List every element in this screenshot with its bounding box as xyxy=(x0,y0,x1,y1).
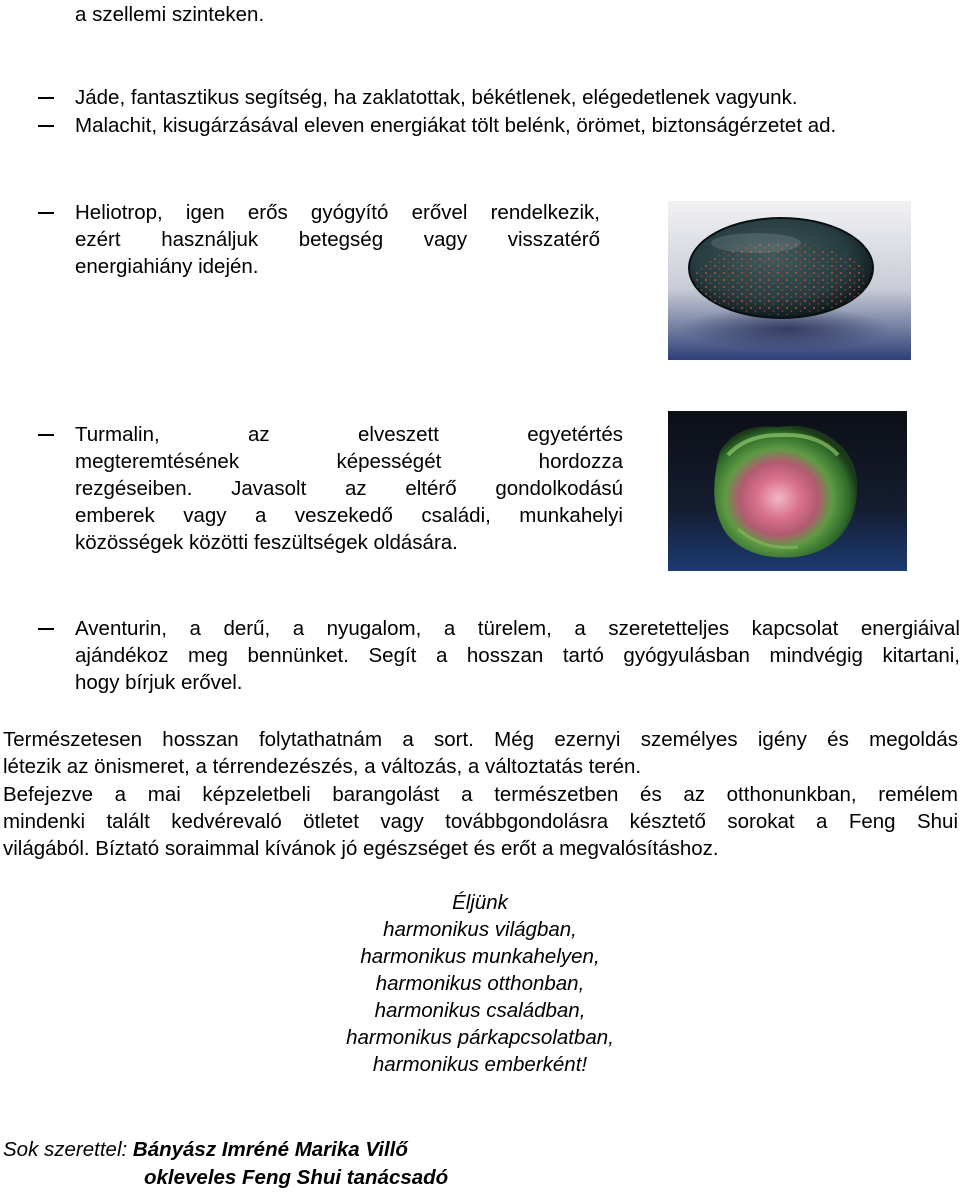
bullet-dash xyxy=(38,125,54,127)
bullet-dash xyxy=(38,628,54,630)
signature-title-text: okleveles Feng Shui tanácsadó xyxy=(144,1166,449,1189)
turmalin-stone-image xyxy=(668,411,907,571)
signature-prefix: Sok szerettel: xyxy=(3,1138,133,1161)
stone-item-heliotrop xyxy=(75,199,600,280)
poem-line: harmonikus munkahelyen, xyxy=(360,945,600,968)
text-line: Heliotrop, igen erős gyógyító erővel rendelkezik, xyxy=(75,201,600,224)
text-line: Természetesen hosszan folytathatnám a sort. Még ezernyi személyes igény és megoldás xyxy=(3,728,958,751)
bullet-dash xyxy=(38,97,54,99)
poem-line: harmonikus otthonban, xyxy=(375,972,585,995)
signature-title xyxy=(144,1164,448,1191)
text-line: megteremtésének képességét hordozza xyxy=(75,450,623,473)
text-line: hogy bírjuk erővel. xyxy=(75,671,243,694)
text-line: Aventurin, a derű, a nyugalom, a türelem, a szeretetteljes kapcsolat energiáival xyxy=(75,617,960,640)
text-line: emberek vagy a veszekedő családi, munkahelyi xyxy=(75,504,623,527)
text-line: közösségek közötti feszültségek oldására. xyxy=(75,531,458,554)
text-line: energiahiány idején. xyxy=(75,255,259,278)
closing-paragraph-1 xyxy=(3,726,958,780)
poem-line: harmonikus párkapcsolatban, xyxy=(346,1026,614,1049)
text-line: mindenki talált kedvérevaló ötletet vagy továbbgondolásra késztető sorokat a Feng Shui xyxy=(3,810,958,833)
poem-line: harmonikus családban, xyxy=(374,999,586,1022)
blessing-poem xyxy=(0,889,960,1078)
signature-name: Bányász Imréné Marika Villő xyxy=(132,1138,408,1161)
text-line: rezgéseiben. Javasolt az eltérő gondolkodású xyxy=(75,477,623,500)
poem-line: harmonikus emberként! xyxy=(372,1053,588,1076)
text-line: ajándékoz meg bennünket. Segít a hosszan tartó gyógyulásban mindvégig kitartani, xyxy=(75,644,960,667)
text-line: Turmalin, az elveszett egyetértés xyxy=(75,423,623,446)
intro-line: a szellemi szinteken. xyxy=(75,3,265,26)
text-line: Befejezve a mai képzeletbeli barangolást a természetben és az otthonunkban, remélem xyxy=(3,783,958,806)
stone-item-malachit: Malachit, kisugárzásával eleven energiákat tölt belénk, örömet, biztonságérzetet ad. xyxy=(75,114,837,137)
closing-paragraph-2 xyxy=(3,781,958,862)
text-line: létezik az önismeret, a térrendezészés, a változás, a változtatás terén. xyxy=(3,755,642,778)
stone-item-aventurin xyxy=(75,615,960,696)
signature-line xyxy=(3,1136,408,1163)
text-line: ezért használjuk betegség vagy visszatérő xyxy=(75,228,600,251)
heliotrop-stone-image xyxy=(668,201,911,360)
stone-item-jade: Jáde, fantasztikus segítség, ha zaklatottak, békétlenek, elégedetlenek vagyunk. xyxy=(75,86,798,109)
bullet-dash xyxy=(38,212,54,214)
bullet-dash xyxy=(38,434,54,436)
stone-item-turmalin xyxy=(75,421,623,556)
text-line: világából. Bíztató soraimmal kívánok jó egészséget és erőt a megvalósításhoz. xyxy=(3,837,719,860)
poem-line: harmonikus világban, xyxy=(383,918,577,941)
poem-line: Éljünk xyxy=(452,891,508,914)
